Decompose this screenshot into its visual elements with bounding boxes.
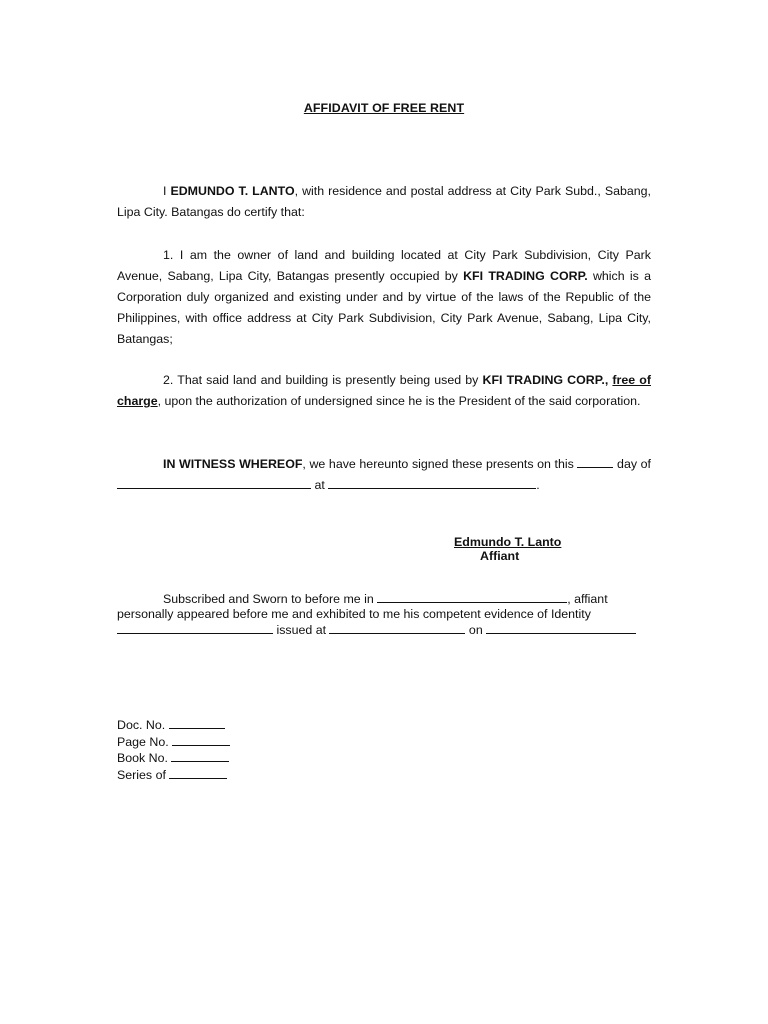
witness-day-label: day of (613, 457, 651, 471)
clause-one-rest: which is a Corporation duly organized and existing under and by virtue of the laws of the Republic of the Philippines, with office address at City Park Subdivision, City Park Avenue, Sabang, Lipa City, Batangas; (117, 269, 651, 346)
clause-two-rest: , upon the authorization of undersigned since he is the President of the said corporation. (157, 394, 641, 408)
clause-two-comma: , (604, 373, 613, 387)
clause-one-paragraph (117, 245, 651, 350)
blank-book-no-field[interactable] (171, 749, 229, 762)
clause-one-lead: 1. I am the owner of land and building located at City Park Subdivision, City Park Avenue, Sabang, Lipa City, Batangas presently occupied by (117, 248, 651, 283)
notarial-register-block (117, 716, 230, 782)
free-of-charge-text: free of charge (117, 373, 651, 408)
blank-jurat-place-field[interactable] (377, 590, 567, 603)
signatory-role: Affiant (480, 549, 520, 563)
jurat-paragraph (117, 590, 657, 638)
company-name-bold: KFI TRADING CORP. (463, 269, 588, 283)
doc-no-line (117, 716, 230, 733)
blank-issued-at-field[interactable] (329, 621, 465, 634)
jurat-issued-label: issued at (273, 623, 330, 637)
blank-place-field[interactable] (328, 476, 536, 489)
series-label: Series of (117, 767, 170, 782)
blank-issued-on-field[interactable] (486, 621, 636, 634)
blank-month-field[interactable] (117, 476, 311, 489)
jurat-on-label: on (465, 623, 487, 637)
intro-rest: , with residence and postal address at City Park Subd., Sabang, Lipa City. Batangas do certify that: (117, 184, 651, 219)
blank-doc-no-field[interactable] (169, 716, 225, 729)
jurat-affiant: , affiant personally appeared before me and exhibited to me his competent evidence of Identity (117, 592, 608, 621)
book-no-line (117, 749, 230, 766)
signatory-name: Edmundo T. Lanto (454, 535, 562, 549)
clause-two-paragraph (117, 370, 651, 412)
page-no-line (117, 733, 230, 750)
company-name-bold: KFI TRADING CORP. (482, 373, 605, 387)
witness-paragraph (117, 454, 651, 496)
affiant-name-bold: EDMUNDO T. LANTO (170, 184, 295, 198)
blank-series-field[interactable] (169, 766, 227, 779)
witness-mid: , we have hereunto signed these presents on this (302, 457, 578, 471)
signature-block (454, 535, 561, 563)
intro-lead: I (163, 184, 171, 198)
witness-whereof-bold: IN WITNESS WHEREOF (163, 457, 303, 471)
intro-paragraph (117, 181, 651, 223)
blank-page-no-field[interactable] (172, 733, 230, 746)
witness-at-label: at (311, 478, 329, 492)
blank-identity-field[interactable] (117, 621, 273, 634)
book-no-label: Book No. (117, 751, 172, 765)
blank-day-field[interactable] (577, 455, 613, 468)
page-no-label: Page No. (117, 734, 173, 749)
doc-no-label: Doc. No. (117, 718, 169, 732)
clause-two-lead: 2. That said land and building is presently being used by (163, 373, 483, 387)
witness-end: . (536, 478, 540, 492)
document-title: AFFIDAVIT OF FREE RENT (303, 101, 465, 115)
jurat-lead: Subscribed and Sworn to before me in (163, 592, 378, 606)
series-line (117, 766, 230, 783)
